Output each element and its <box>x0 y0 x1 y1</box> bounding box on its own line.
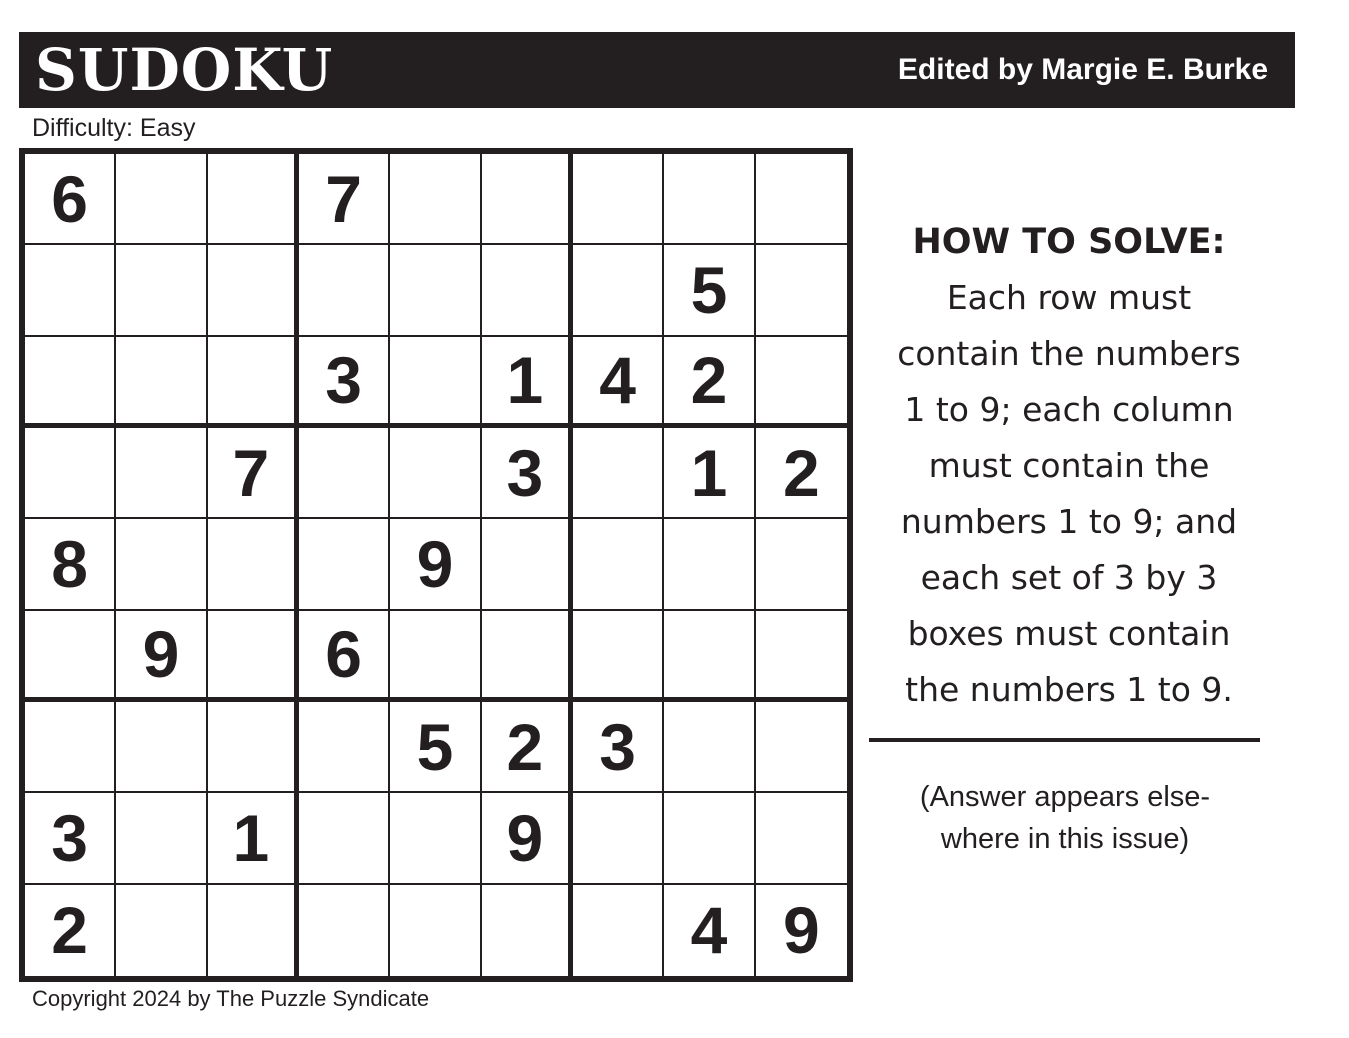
sudoku-cell-r4-c5[interactable] <box>390 428 481 519</box>
sudoku-cell-r1-c8[interactable] <box>664 154 755 245</box>
how-to-solve-line: contain the numbers <box>897 334 1241 373</box>
sudoku-cell-r9-c3[interactable] <box>208 885 299 976</box>
sudoku-cell-r4-c6[interactable]: 3 <box>482 428 573 519</box>
editor-credit: Edited by Margie E. Burke <box>897 53 1268 86</box>
sudoku-cell-r7-c4[interactable] <box>299 702 390 793</box>
sudoku-cell-r1-c6[interactable] <box>482 154 573 245</box>
how-to-solve-text <box>862 270 1276 718</box>
sudoku-cell-r8-c4[interactable] <box>299 793 390 884</box>
sudoku-cell-r1-c7[interactable] <box>573 154 664 245</box>
sudoku-cell-r2-c4[interactable] <box>299 245 390 336</box>
sudoku-cell-r7-c2[interactable] <box>116 702 207 793</box>
sudoku-cell-r9-c5[interactable] <box>390 885 481 976</box>
sudoku-cell-r7-c6[interactable]: 2 <box>482 702 573 793</box>
copyright-notice: Copyright 2024 by The Puzzle Syndicate <box>32 986 430 1011</box>
sudoku-cell-r7-c5[interactable]: 5 <box>390 702 481 793</box>
sudoku-cell-r6-c8[interactable] <box>664 611 755 702</box>
sudoku-cell-r2-c2[interactable] <box>116 245 207 336</box>
difficulty-label: Difficulty: Easy <box>32 114 196 142</box>
how-to-solve-line: boxes must contain <box>907 614 1231 653</box>
sudoku-cell-r3-c9[interactable] <box>756 337 847 428</box>
sudoku-cell-r5-c3[interactable] <box>208 519 299 610</box>
sudoku-cell-r5-c9[interactable] <box>756 519 847 610</box>
sudoku-cell-r9-c1[interactable]: 2 <box>25 885 116 976</box>
sudoku-cell-r9-c4[interactable] <box>299 885 390 976</box>
how-to-solve <box>862 214 1276 718</box>
sudoku-cell-r4-c8[interactable]: 1 <box>664 428 755 519</box>
sudoku-cell-r1-c1[interactable]: 6 <box>25 154 116 245</box>
sudoku-cell-r3-c5[interactable] <box>390 337 481 428</box>
sudoku-cell-r8-c6[interactable]: 9 <box>482 793 573 884</box>
sudoku-cell-r8-c7[interactable] <box>573 793 664 884</box>
sudoku-cell-r9-c8[interactable]: 4 <box>664 885 755 976</box>
sudoku-cell-r9-c2[interactable] <box>116 885 207 976</box>
sudoku-cell-r6-c5[interactable] <box>390 611 481 702</box>
sudoku-cell-r4-c3[interactable]: 7 <box>208 428 299 519</box>
sudoku-cell-r2-c3[interactable] <box>208 245 299 336</box>
sudoku-cell-r6-c3[interactable] <box>208 611 299 702</box>
sudoku-cell-r1-c4[interactable]: 7 <box>299 154 390 245</box>
sudoku-cell-r7-c9[interactable] <box>756 702 847 793</box>
sudoku-cell-r2-c6[interactable] <box>482 245 573 336</box>
sudoku-cell-r4-c4[interactable] <box>299 428 390 519</box>
sudoku-cell-r4-c2[interactable] <box>116 428 207 519</box>
sudoku-cell-r4-c1[interactable] <box>25 428 116 519</box>
sudoku-cell-r3-c2[interactable] <box>116 337 207 428</box>
sudoku-cell-r8-c3[interactable]: 1 <box>208 793 299 884</box>
sudoku-cell-r3-c3[interactable] <box>208 337 299 428</box>
how-to-solve-line: must contain the <box>928 446 1210 485</box>
sudoku-cell-r8-c9[interactable] <box>756 793 847 884</box>
sudoku-cell-r5-c5[interactable]: 9 <box>390 519 481 610</box>
how-to-solve-line: numbers 1 to 9; and <box>900 502 1238 541</box>
sudoku-cell-r5-c4[interactable] <box>299 519 390 610</box>
sudoku-cell-r5-c1[interactable]: 8 <box>25 519 116 610</box>
sudoku-cell-r6-c4[interactable]: 6 <box>299 611 390 702</box>
sudoku-cell-r9-c7[interactable] <box>573 885 664 976</box>
how-to-solve-line: each set of 3 by 3 <box>920 558 1218 597</box>
sudoku-cell-r1-c3[interactable] <box>208 154 299 245</box>
sudoku-cell-r5-c2[interactable] <box>116 519 207 610</box>
sudoku-cell-r8-c1[interactable]: 3 <box>25 793 116 884</box>
sudoku-cell-r8-c8[interactable] <box>664 793 755 884</box>
sudoku-cell-r5-c6[interactable] <box>482 519 573 610</box>
how-to-solve-line: the numbers 1 to 9. <box>905 670 1233 709</box>
sudoku-cell-r1-c2[interactable] <box>116 154 207 245</box>
sudoku-cell-r6-c9[interactable] <box>756 611 847 702</box>
sudoku-grid <box>19 148 853 982</box>
sudoku-cell-r5-c8[interactable] <box>664 519 755 610</box>
how-to-solve-line: Each row must <box>946 278 1192 317</box>
sudoku-cell-r1-c9[interactable] <box>756 154 847 245</box>
how-to-solve-line: 1 to 9; each column <box>904 390 1234 429</box>
sudoku-cell-r2-c8[interactable]: 5 <box>664 245 755 336</box>
divider <box>869 738 1260 742</box>
sudoku-cell-r6-c6[interactable] <box>482 611 573 702</box>
sudoku-cell-r1-c5[interactable] <box>390 154 481 245</box>
sudoku-logo: SUDOKU <box>35 36 334 104</box>
sudoku-cell-r7-c3[interactable] <box>208 702 299 793</box>
answer-note-line: where in this issue) <box>940 823 1190 855</box>
sudoku-cell-r3-c4[interactable]: 3 <box>299 337 390 428</box>
sudoku-cell-r7-c7[interactable]: 3 <box>573 702 664 793</box>
sudoku-cell-r2-c1[interactable] <box>25 245 116 336</box>
sudoku-cell-r3-c7[interactable]: 4 <box>573 337 664 428</box>
header-bar <box>19 32 1295 108</box>
sudoku-cell-r6-c7[interactable] <box>573 611 664 702</box>
sudoku-cell-r6-c2[interactable]: 9 <box>116 611 207 702</box>
sudoku-cell-r3-c6[interactable]: 1 <box>482 337 573 428</box>
sudoku-cell-r4-c7[interactable] <box>573 428 664 519</box>
sudoku-cell-r2-c7[interactable] <box>573 245 664 336</box>
sudoku-cell-r6-c1[interactable] <box>25 611 116 702</box>
how-to-solve-title: HOW TO SOLVE: <box>912 222 1226 262</box>
sudoku-cell-r3-c1[interactable] <box>25 337 116 428</box>
sudoku-cell-r8-c5[interactable] <box>390 793 481 884</box>
sudoku-cell-r2-c9[interactable] <box>756 245 847 336</box>
sudoku-cell-r9-c9[interactable]: 9 <box>782 893 820 968</box>
sudoku-cell-r9-c6[interactable] <box>482 885 573 976</box>
sudoku-cell-r8-c2[interactable] <box>116 793 207 884</box>
sudoku-cell-r4-c9[interactable]: 2 <box>756 428 847 519</box>
answer-note <box>862 776 1268 860</box>
sudoku-cell-r7-c8[interactable] <box>664 702 755 793</box>
answer-note-line: (Answer appears else- <box>919 781 1211 813</box>
sudoku-cell-r7-c1[interactable] <box>25 702 116 793</box>
sudoku-cell-r2-c5[interactable] <box>390 245 481 336</box>
sudoku-cell-r5-c7[interactable] <box>573 519 664 610</box>
sudoku-cell-r3-c8[interactable]: 2 <box>664 337 755 428</box>
